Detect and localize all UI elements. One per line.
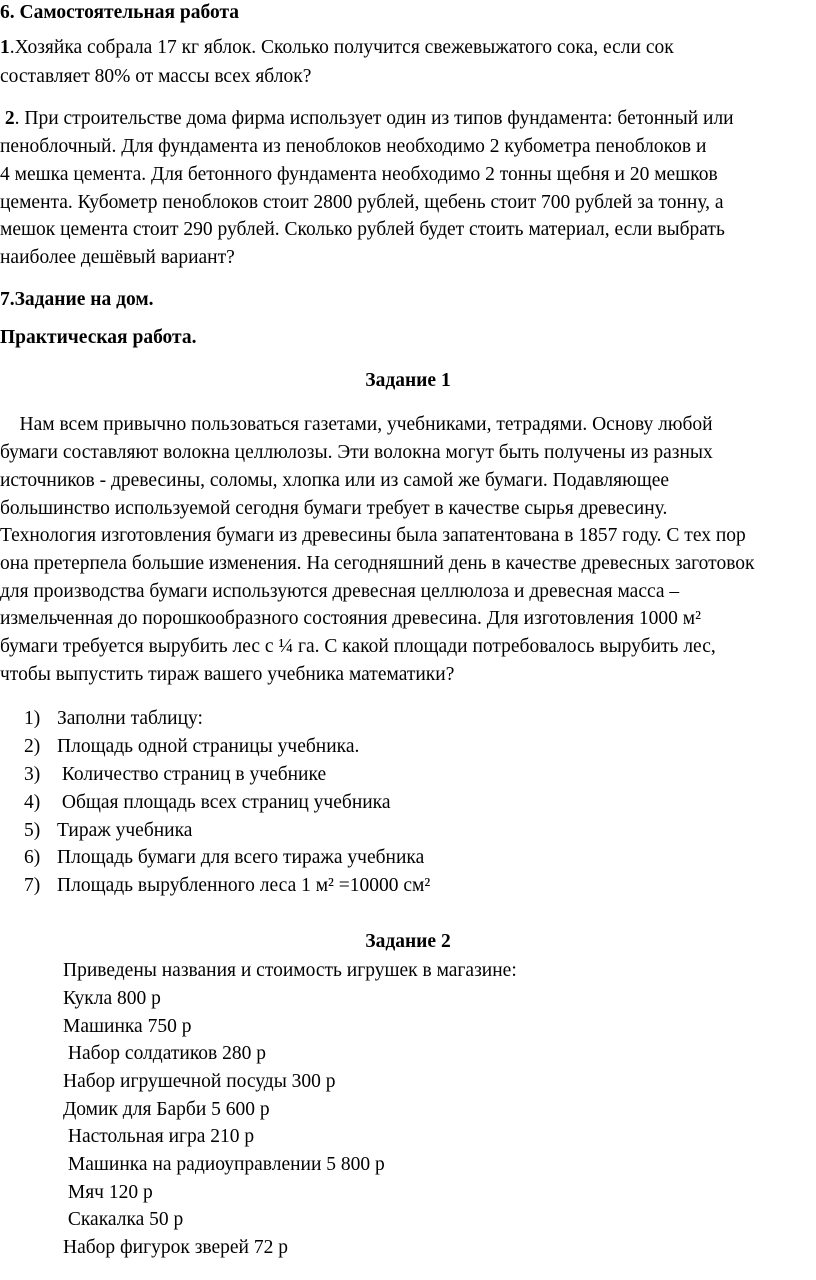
task-1-line-7: для производства бумаги используются древесная целлюлоза и древесная масса – xyxy=(0,581,680,602)
problem-2-line-2: пеноблочный. Для фундамента из пеноблоков необходимо 2 кубометра пеноблоков и xyxy=(0,136,707,157)
toy-item: Набор фигурок зверей 72 р xyxy=(63,1237,288,1258)
task-1-line-1: Нам всем привычно пользоваться газетами, учебниками, тетрадями. Основу любой xyxy=(0,414,713,435)
problem-2-line-4: цемента. Кубометр пеноблоков стоит 2800 рублей, щебень стоит 700 рублей за тонну, а xyxy=(0,192,724,213)
problem-2-line-6: наиболее дешёвый вариант? xyxy=(0,247,235,268)
section-7-title: 7.Задание на дом. xyxy=(0,289,154,310)
toy-item: Настольная игра 210 р xyxy=(63,1126,255,1147)
problem-1-line-2: составляет 80% от массы всех яблок? xyxy=(0,66,312,87)
task-1-line-5: Технология изготовления бумаги из древесины была запатентована в 1857 году. С тех пор xyxy=(0,525,746,546)
task-1-line-3: источников - древесины, соломы, хлопка или из самой же бумаги. Подавляющее xyxy=(0,470,670,491)
task-1-line-6: она претерпела большие изменения. На сегодняшний день в качестве древесных заготовок xyxy=(0,553,755,574)
problem-2-number: 2 xyxy=(4,108,15,129)
task-1-title: Задание 1 xyxy=(365,370,451,391)
problem-2-line-5: мешок цемента стоит 290 рублей. Сколько рублей будет стоить материал, если выбрать xyxy=(0,219,725,240)
toy-item: Мяч 120 р xyxy=(63,1182,153,1203)
task-1-line-4: большинство используемой сегодня бумаги требует в качестве сырья древесину. xyxy=(0,498,668,519)
task-1-line-8: измельченная до порошкообразного состояния древесина. Для изготовления 1000 м² xyxy=(0,608,701,629)
task-2-title: Задание 2 xyxy=(365,931,451,952)
section-6-title: 6. Самостоятельная работа xyxy=(0,2,240,23)
toy-item: Кукла 800 р xyxy=(63,988,161,1009)
problem-1-line-1: 1.Хозяйка собрала 17 кг яблок. Сколько получится свежевыжатого сока, если сок xyxy=(0,37,674,58)
task-1-line-10: чтобы выпустить тираж вашего учебника математики? xyxy=(0,664,455,685)
problem-1-number: 1 xyxy=(0,37,10,58)
toy-item: Домик для Барби 5 600 р xyxy=(63,1099,270,1120)
problem-2-line-1: 2. При строительстве дома фирма использует один из типов фундамента: бетонный или xyxy=(4,108,734,129)
toy-item: Набор солдатиков 280 р xyxy=(63,1043,267,1064)
toy-item: Набор игрушечной посуды 300 р xyxy=(63,1071,336,1092)
task-2-intro: Приведены названия и стоимость игрушек в магазине: xyxy=(63,960,517,981)
task-1-line-2: бумаги составляют волокна целлюлозы. Эти волокна могут быть получены из разных xyxy=(0,442,713,463)
task-1-line-9: бумаги требуется вырубить лес с ¼ га. С какой площади потребовалось вырубить лес, xyxy=(0,636,716,657)
toy-item: Машинка на радиоуправлении 5 800 р xyxy=(63,1154,385,1175)
toy-item: Машинка 750 р xyxy=(63,1016,192,1037)
problem-2-line-3: 4 мешка цемента. Для бетонного фундамента необходимо 2 тонны щебня и 20 мешков xyxy=(0,164,718,185)
toy-item: Скакалка 50 р xyxy=(63,1209,184,1230)
practical-work-title: Практическая работа. xyxy=(0,327,197,348)
